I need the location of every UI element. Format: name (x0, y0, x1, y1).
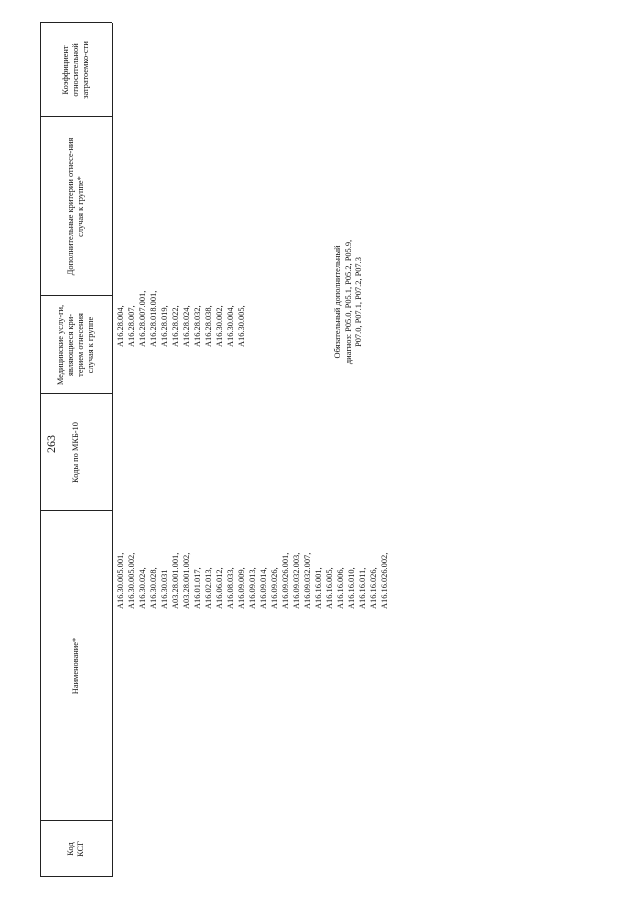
service-code: A16.28.018.001, (149, 290, 158, 347)
header-coefficient: Коэффициент относительной затратоемко-сти (61, 41, 90, 99)
service-code: A16.16.026.002, (380, 552, 389, 609)
page-number: 263 (44, 435, 58, 453)
service-code: A16.02.013, (204, 567, 213, 609)
service-code: A16.30.031 (160, 569, 169, 609)
service-code: A16.28.007, (127, 305, 136, 347)
service-code: A16.30.005.001, (116, 552, 125, 609)
service-code: A16.09.009, (237, 567, 246, 609)
service-code: A16.16.010, (347, 567, 356, 609)
service-code: A16.16.006, (336, 567, 345, 609)
service-code: A16.28.022, (171, 305, 180, 347)
service-code: A16.09.013, (248, 567, 257, 609)
service-code: A16.09.026.001, (281, 552, 290, 609)
additional-criteria: Обязательный дополнительный диагноз: P05.0, P05.1, P05.2, P05.9, P07.0, P07.1, P07.2, P07.3 (333, 239, 363, 365)
service-code: A16.16.011, (358, 567, 367, 609)
service-code: A03.28.001.001, (171, 552, 180, 609)
header-name: Наименование* (71, 637, 80, 695)
service-code: A03.28.001.002, (182, 552, 191, 609)
service-code: A16.28.007.001, (138, 290, 147, 347)
service-code: A16.09.026, (270, 567, 279, 609)
service-code: A16.28.019, (160, 305, 169, 347)
service-code: A16.16.026, (369, 567, 378, 609)
service-code: A16.01.017, (193, 567, 202, 609)
service-code: A16.28.032, (193, 305, 202, 347)
service-code: A16.30.004, (226, 305, 235, 347)
service-code: A16.30.024, (138, 567, 147, 609)
service-code: A16.28.024, (182, 305, 191, 347)
service-code: A16.06.012, (215, 567, 224, 609)
service-code: A16.16.001, (314, 567, 323, 609)
service-code: A16.09.032.003, (292, 552, 301, 609)
service-code: A16.09.032.007, (303, 552, 312, 609)
service-code: A16.16.005, (325, 567, 334, 609)
service-code: A16.30.002, (215, 305, 224, 347)
header-bottom-border (112, 23, 113, 877)
service-code: A16.30.005, (237, 305, 246, 347)
service-code: A16.28.004, (116, 305, 125, 347)
services-list-1 (115, 291, 247, 347)
header-services: Медицинские услу-ги, являющиеся кри-терием отнесения случая к группе (56, 304, 95, 386)
service-code: A16.30.005.002, (127, 552, 136, 609)
service-code: A16.28.038, (204, 305, 213, 347)
service-code: A16.09.014, (259, 567, 268, 609)
header-criteria: Дополнительные критерии отнесе-ния случая к группе* (66, 137, 85, 276)
service-code: A16.30.028, (149, 567, 158, 609)
header-code: Код КСГ (66, 841, 85, 857)
services-list-2 (115, 553, 390, 609)
service-code: A16.08.033, (226, 567, 235, 609)
header-icd-codes: Коды по МКБ-10 (71, 422, 80, 483)
